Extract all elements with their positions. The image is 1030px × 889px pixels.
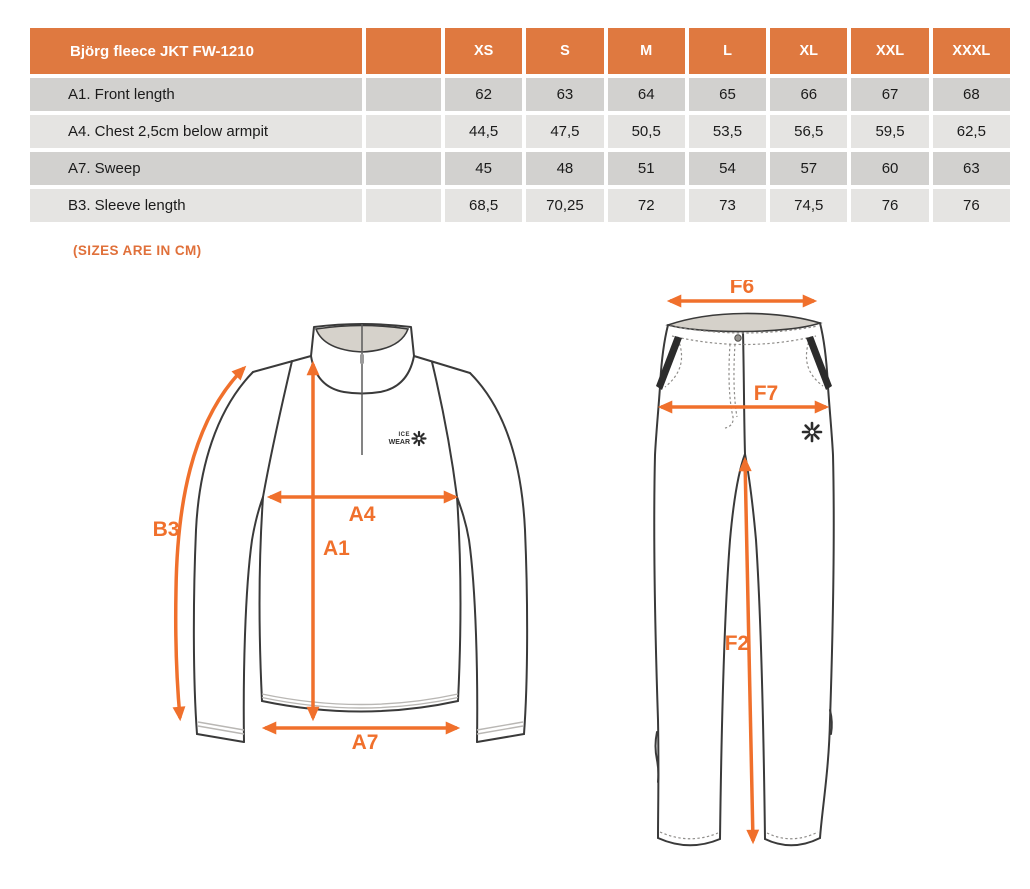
table-value: 45 [445, 152, 522, 185]
label-a1: A1 [323, 537, 350, 560]
table-value: 66 [770, 78, 847, 111]
waist-button-icon [735, 335, 741, 341]
raglan-seam-right [432, 362, 457, 497]
sleeve-left-cuff [197, 734, 244, 742]
size-col-l: L [689, 28, 766, 74]
table-value: 62 [445, 78, 522, 111]
table-value: 68 [933, 78, 1010, 111]
table-title: Björg fleece JKT FW-1210 [30, 28, 362, 74]
label-a4: A4 [348, 503, 376, 526]
snowflake-logo-icon [413, 432, 426, 445]
size-col-s: S [526, 28, 603, 74]
label-f7: F7 [753, 382, 779, 405]
zipper-pull-icon [360, 354, 364, 364]
row-label-chest: A4. Chest 2,5cm below armpit [30, 115, 362, 148]
table-value: 62,5 [933, 115, 1010, 148]
size-col-xs: XS [445, 28, 522, 74]
label-a7: A7 [351, 731, 379, 754]
table-value: 76 [933, 189, 1010, 222]
size-table [30, 28, 1010, 222]
shoulder-right [414, 356, 470, 373]
row-spacer [366, 78, 441, 111]
table-header-spacer [366, 28, 441, 74]
sleeve-right-outer [470, 373, 527, 734]
table-value: 59,5 [851, 115, 928, 148]
row-spacer [366, 152, 441, 185]
table-value: 73 [689, 189, 766, 222]
brand-logo-text: WEAR [388, 439, 410, 446]
table-value: 63 [526, 78, 603, 111]
row-label-front-length: A1. Front length [30, 78, 362, 111]
pants-measurement-diagram [620, 280, 880, 880]
brand-logo-text: ICE [398, 432, 410, 438]
cuff-stitch [477, 722, 523, 730]
hem-stitch [767, 832, 818, 839]
sleeve-right-cuff [477, 734, 524, 742]
size-col-m: M [608, 28, 685, 74]
pocket-opening-left [656, 336, 682, 390]
table-value: 44,5 [445, 115, 522, 148]
table-value: 76 [851, 189, 928, 222]
table-value: 57 [770, 152, 847, 185]
raglan-seam-left [263, 361, 292, 497]
hem-stitch [660, 832, 718, 839]
size-col-xl: XL [770, 28, 847, 74]
cuff-stitch [198, 726, 244, 734]
cuff-stitch [198, 722, 244, 730]
pants-outer-right [820, 323, 834, 838]
table-value: 68,5 [445, 189, 522, 222]
table-value: 48 [526, 152, 603, 185]
body-side-right [457, 497, 461, 701]
table-value: 72 [608, 189, 685, 222]
size-col-xxl: XXL [851, 28, 928, 74]
units-note: (SIZES ARE IN CM) [73, 243, 202, 258]
table-value: 65 [689, 78, 766, 111]
size-col-xxxl: XXXL [933, 28, 1010, 74]
sleeve-length-arrow [176, 368, 244, 718]
table-value: 70,25 [526, 189, 603, 222]
shoulder-left [253, 356, 311, 372]
label-b3: B3 [152, 518, 180, 541]
table-value: 54 [689, 152, 766, 185]
row-label-sleeve-length: B3. Sleeve length [30, 189, 362, 222]
center-front-seam [743, 332, 745, 454]
body-side-left [260, 497, 264, 701]
table-value: 60 [851, 152, 928, 185]
table-value: 63 [933, 152, 1010, 185]
table-value: 67 [851, 78, 928, 111]
snowflake-logo-icon [803, 423, 821, 441]
jacket-measurement-diagram [140, 290, 580, 810]
table-value: 50,5 [608, 115, 685, 148]
table-value: 47,5 [526, 115, 603, 148]
label-f6: F6 [729, 280, 755, 298]
table-value: 74,5 [770, 189, 847, 222]
label-f2: F2 [724, 632, 750, 655]
pocket-opening-right [806, 336, 832, 390]
table-value: 64 [608, 78, 685, 111]
cuff-stitch [477, 726, 523, 734]
table-value: 56,5 [770, 115, 847, 148]
row-spacer [366, 189, 441, 222]
table-value: 53,5 [689, 115, 766, 148]
row-spacer [366, 115, 441, 148]
fly-stitch [725, 344, 733, 428]
table-value: 51 [608, 152, 685, 185]
row-label-sweep: A7. Sweep [30, 152, 362, 185]
